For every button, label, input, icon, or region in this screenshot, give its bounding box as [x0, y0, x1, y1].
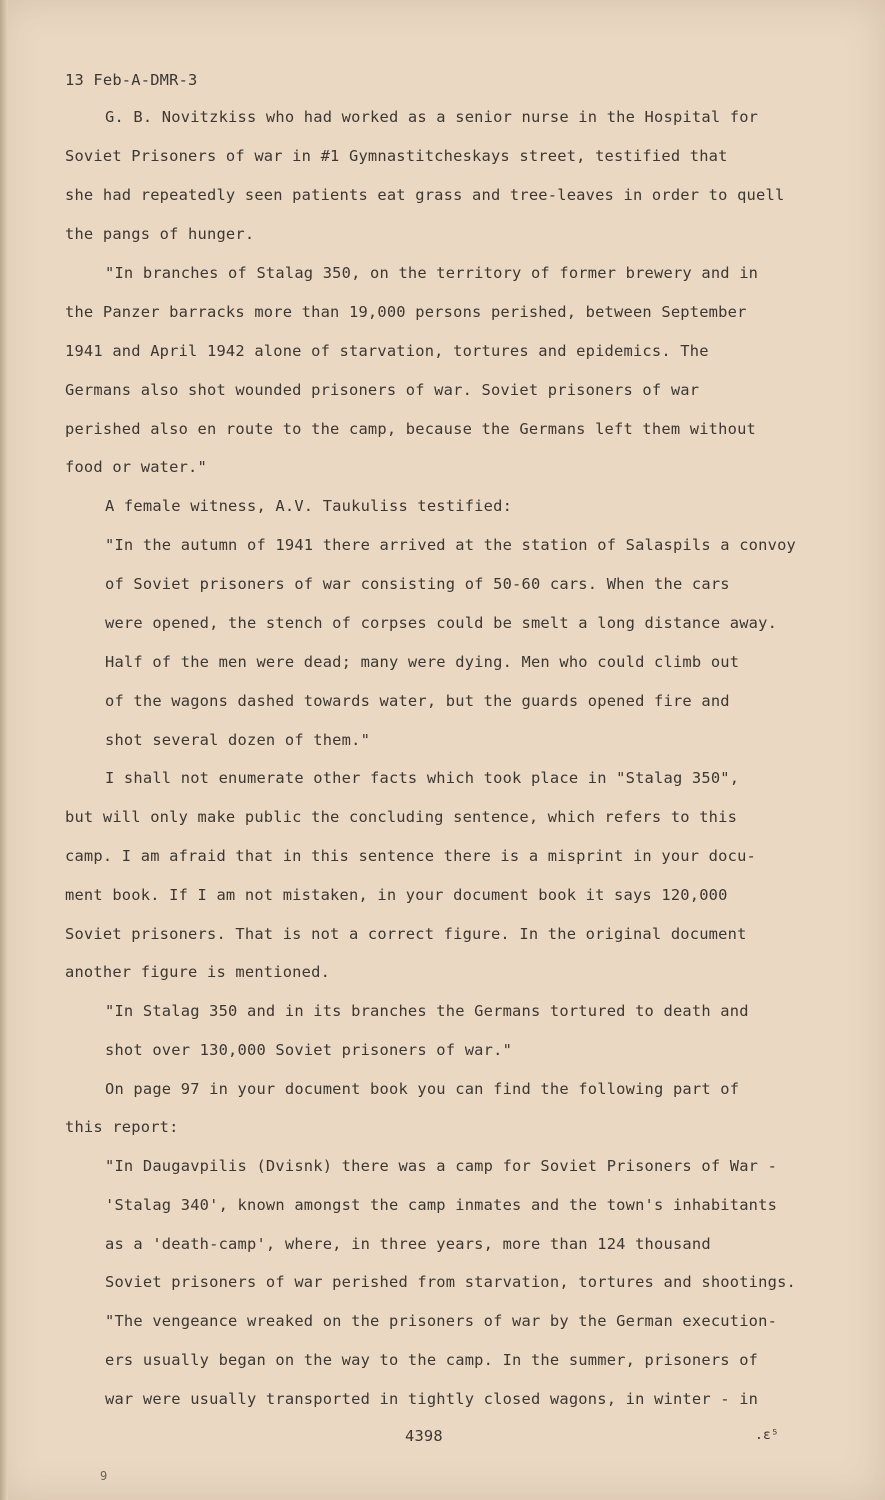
text-line: "The vengeance wreaked on the prisoners of war by the German execution-	[105, 1312, 778, 1330]
corner-mark: 9	[100, 1469, 108, 1483]
text-line: I shall not enumerate other facts which took place in "Stalag 350",	[105, 769, 740, 787]
text-line: "In the autumn of 1941 there arrived at the station of Salaspils a convoy	[105, 536, 797, 554]
text-line: of the wagons dashed towards water, but the guards opened fire and	[105, 692, 730, 710]
footer-mark: .ε⁵	[755, 1428, 780, 1443]
text-line: 'Stalag 340', known amongst the camp inmates and the town's inhabitants	[105, 1196, 778, 1214]
text-line: ers usually began on the way to the camp. In the summer, prisoners of	[105, 1351, 759, 1369]
text-line: Soviet Prisoners of war in #1 Gymnastitcheskays street, testified that	[65, 147, 728, 165]
text-line: this report:	[65, 1118, 179, 1136]
text-line: Germans also shot wounded prisoners of war. Soviet prisoners of war	[65, 381, 700, 399]
text-line: ment book. If I am not mistaken, in your document book it says 120,000	[65, 886, 728, 904]
text-line: "In Daugavpilis (Dvisnk) there was a camp for Soviet Prisoners of War -	[105, 1157, 778, 1175]
text-line: but will only make public the concluding sentence, which refers to this	[65, 808, 738, 826]
text-line: 1941 and April 1942 alone of starvation, tortures and epidemics. The	[65, 342, 709, 360]
text-line: A female witness, A.V. Taukuliss testified:	[105, 497, 513, 515]
text-line: she had repeatedly seen patients eat grass and tree-leaves in order to quell	[65, 186, 785, 204]
document-header: 13 Feb-A-DMR-3	[65, 71, 198, 89]
text-line: camp. I am afraid that in this sentence there is a misprint in your docu-	[65, 847, 757, 865]
text-line: Soviet prisoners of war perished from starvation, tortures and shootings.	[105, 1273, 797, 1291]
text-line: the Panzer barracks more than 19,000 persons perished, between September	[65, 303, 747, 321]
text-line: shot over 130,000 Soviet prisoners of war."	[105, 1041, 513, 1059]
text-line: Half of the men were dead; many were dying. Men who could climb out	[105, 653, 740, 671]
text-line: were opened, the stench of corpses could be smelt a long distance away.	[105, 614, 778, 632]
text-line: perished also en route to the camp, because the Germans left them without	[65, 420, 757, 438]
text-line: the pangs of hunger.	[65, 225, 255, 243]
text-line: war were usually transported in tightly closed wagons, in winter - in	[105, 1390, 759, 1408]
text-line: food or water."	[65, 458, 207, 476]
text-line: G. B. Novitzkiss who had worked as a senior nurse in the Hospital for	[105, 108, 759, 126]
page-edge-shadow	[0, 0, 8, 1500]
text-line: of Soviet prisoners of war consisting of 50-60 cars. When the cars	[105, 575, 730, 593]
page-number: 4398	[405, 1427, 443, 1445]
text-line: shot several dozen of them."	[105, 731, 371, 749]
text-line: On page 97 in your document book you can find the following part of	[105, 1080, 740, 1098]
text-line: another figure is mentioned.	[65, 963, 331, 981]
text-line: "In branches of Stalag 350, on the territory of former brewery and in	[105, 264, 759, 282]
text-line: Soviet prisoners. That is not a correct figure. In the original document	[65, 925, 747, 943]
text-line: "In Stalag 350 and in its branches the Germans tortured to death and	[105, 1002, 749, 1020]
text-line: as a 'death-camp', where, in three years, more than 124 thousand	[105, 1235, 711, 1253]
